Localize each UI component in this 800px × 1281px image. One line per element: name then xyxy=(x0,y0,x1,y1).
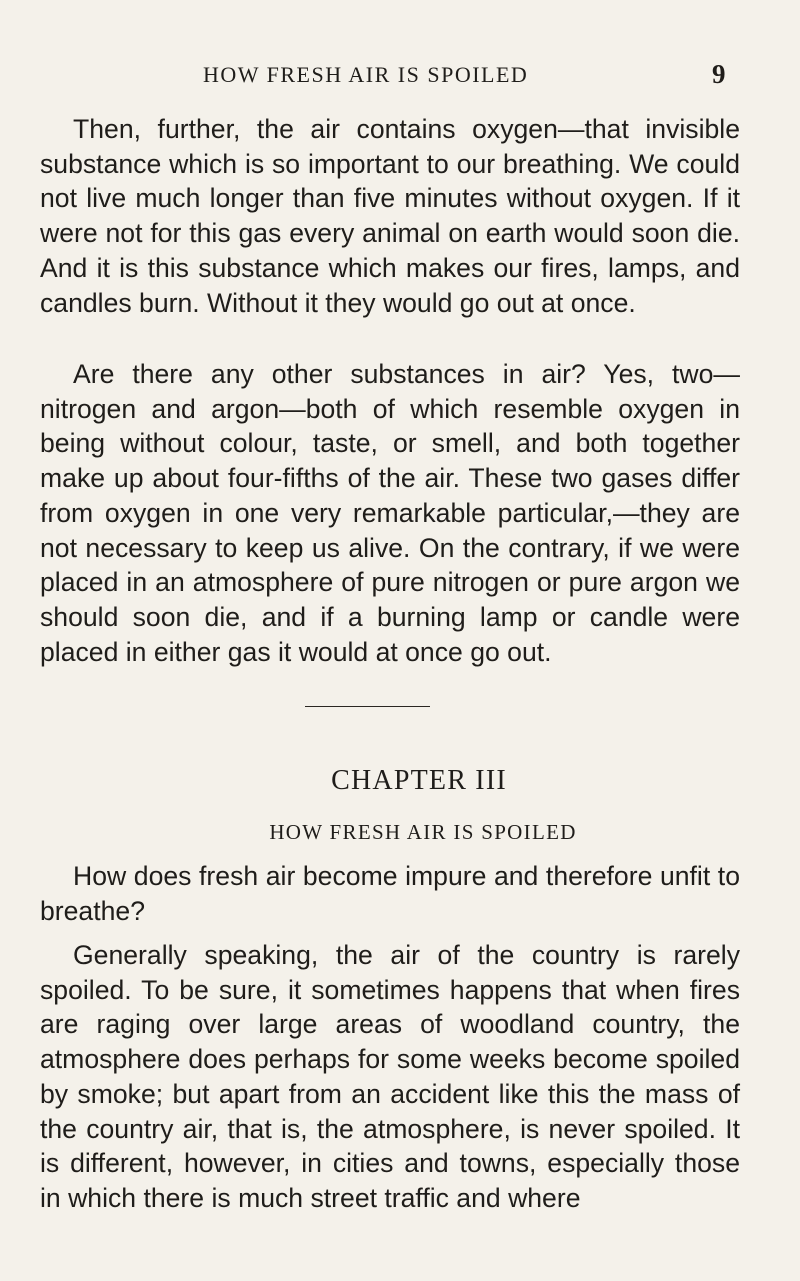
paragraph-text: Generally speaking, the air of the country is rarely spoiled. To be sure, it sometimes happens that when fires are raging over large areas of woodland country, the atmosphere does perhaps for some weeks become spoiled by smoke; but apart from an accident like this the mass of the country air, that is, the atmosphere, is never spoiled. It is different, however, in cities and towns, especially those in which there is much street traffic and where xyxy=(40,940,740,1213)
running-head xyxy=(0,59,800,92)
chapter-question-paragraph xyxy=(40,859,740,928)
paragraph-text: Then, further, the air contains oxygen—that invisible substance which is so important to our breathing. We could not live much longer than five minutes without oxygen. If it were not for this gas every animal on earth would soon die. And it is this substance which makes our fires, lamps, and candles burn. Without it they would go out at once. xyxy=(40,114,740,318)
paragraph-text: Are there any other substances in air? Yes, two—nitrogen and argon—both of which resemble oxygen in being without colour, taste, or smell, and both together make up about four-fifths of the air. These two gases differ from oxygen in one very remarkable particular,—they are not necessary to keep us alive. On the contrary, if we were placed in an atmosphere of pure nitrogen or pure argon we should soon die, and if a burning lamp or candle were placed in either gas it would at once go out. xyxy=(40,359,740,667)
chapter-body-paragraph xyxy=(40,938,740,1216)
body-paragraph-oxygen xyxy=(40,112,740,320)
chapter-subtitle: HOW FRESH AIR IS SPOILED xyxy=(269,820,577,844)
section-divider xyxy=(305,706,430,707)
page-number: 9 xyxy=(712,59,726,89)
paragraph-text: How does fresh air become impure and therefore unfit to breathe? xyxy=(40,861,740,926)
body-paragraph-nitrogen-argon xyxy=(40,357,740,669)
chapter-heading: CHAPTER III xyxy=(331,765,507,796)
running-title: HOW FRESH AIR IS SPOILED xyxy=(203,62,529,87)
